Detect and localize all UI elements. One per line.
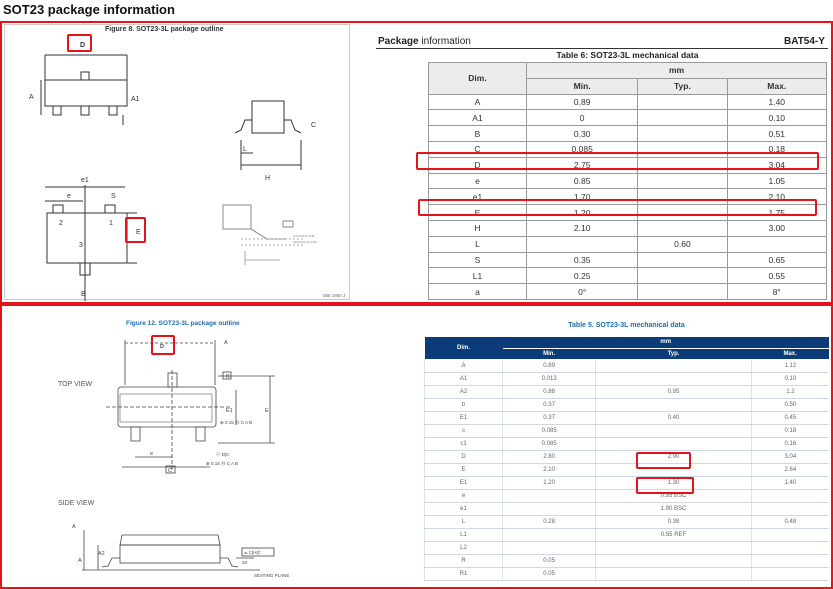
top-dim-label-S: S xyxy=(111,193,116,200)
dim-cell: L xyxy=(429,236,527,252)
table-row xyxy=(425,502,830,515)
dim-cell: e xyxy=(429,173,527,189)
min-cell: 0 xyxy=(527,110,638,126)
max-cell: 0.16 xyxy=(751,437,829,450)
typ-cell xyxy=(638,110,727,126)
max-cell xyxy=(751,554,829,567)
typ-cell xyxy=(596,567,751,580)
typ-cell: 0.95 xyxy=(596,385,751,398)
table-row xyxy=(429,236,827,252)
top-dim-label-B: B xyxy=(81,291,86,298)
table-row xyxy=(429,284,827,300)
typ-cell xyxy=(596,554,751,567)
table-row xyxy=(425,424,830,437)
top-header-right: BAT54-Y xyxy=(784,36,825,47)
bottom-col-dim: Dim. xyxy=(425,337,503,359)
top-table-caption: Table 6: SOT23-3L mechanical data xyxy=(556,50,699,60)
min-cell: 2.80 xyxy=(503,450,596,463)
typ-cell xyxy=(596,359,751,372)
max-cell: 3.00 xyxy=(727,220,826,236)
max-cell: 0.50 xyxy=(751,398,829,411)
typ-cell xyxy=(638,252,727,268)
min-cell: 2.75 xyxy=(527,157,638,173)
top-dim-label-A1: A1 xyxy=(131,96,140,103)
max-cell: 0.10 xyxy=(727,110,826,126)
bottom-dim-A: A xyxy=(72,524,76,530)
min-cell: 2.10 xyxy=(527,220,638,236)
table-row xyxy=(425,450,830,463)
max-cell: 2.64 xyxy=(751,463,829,476)
table-row xyxy=(429,220,827,236)
max-cell xyxy=(751,528,829,541)
max-cell: 0.55 xyxy=(727,268,826,284)
top-dim-label-E: E xyxy=(136,229,141,236)
top-highlight-row-E xyxy=(418,199,817,216)
bottom-fcf-1: ⊕ 0.15 Ⓜ C A B xyxy=(220,420,253,425)
dim-cell: B xyxy=(429,126,527,142)
typ-cell: 0.38 xyxy=(596,515,751,528)
typ-cell xyxy=(638,284,727,300)
bottom-dim-A2: A2 xyxy=(98,551,105,557)
typ-cell: 1.30 xyxy=(596,476,751,489)
bottom-datum-A-top: A xyxy=(224,340,228,346)
min-cell: 2.10 xyxy=(503,463,596,476)
table-row xyxy=(425,541,830,554)
top-dim-label-D: D xyxy=(80,42,86,49)
table-row xyxy=(425,528,830,541)
dim-cell: L1 xyxy=(429,268,527,284)
dim-cell: C xyxy=(429,141,527,157)
sot23-outline-drawing-bottom xyxy=(40,330,360,585)
max-cell: 1.2 xyxy=(751,385,829,398)
max-cell: 0.10 xyxy=(751,372,829,385)
typ-cell: 0.60 xyxy=(638,236,727,252)
max-cell xyxy=(751,567,829,580)
top-col-min: Min. xyxy=(527,78,638,94)
dim-cell: E xyxy=(429,205,527,221)
max-cell: 1.12 xyxy=(751,359,829,372)
min-cell: 0.085 xyxy=(527,141,638,157)
top-figure-code: 065 1950 J xyxy=(323,293,346,298)
top-gauge-plane-label: GAUGE PLANE xyxy=(293,234,315,238)
bottom-datum-B: B xyxy=(226,374,230,380)
max-cell: 0.45 xyxy=(751,411,829,424)
min-cell xyxy=(503,502,596,515)
bottom-dim-D: D xyxy=(160,344,164,350)
dim-cell: D xyxy=(425,450,503,463)
max-cell: 0.18 xyxy=(727,141,826,157)
top-pin-2: 2 xyxy=(59,220,63,227)
table-row xyxy=(425,567,830,580)
bottom-sx: 3X xyxy=(242,560,248,565)
table-row xyxy=(429,94,827,110)
table-row xyxy=(425,437,830,450)
dim-cell: A2 xyxy=(425,385,503,398)
max-cell: 3.04 xyxy=(727,157,826,173)
bottom-ddc: ⓞ D|C xyxy=(216,452,230,457)
dim-cell: e1 xyxy=(429,189,527,205)
dim-cell: E1 xyxy=(425,476,503,489)
table-row xyxy=(425,554,830,567)
dim-cell: L xyxy=(425,515,503,528)
min-cell: 0.88 xyxy=(503,385,596,398)
max-cell: 1.75 xyxy=(727,205,826,221)
typ-cell xyxy=(638,268,727,284)
top-mechanical-table xyxy=(428,62,827,300)
typ-cell: 0.55 REF xyxy=(596,528,751,541)
top-seating-plane-label: SEATING PLANE xyxy=(293,240,317,244)
max-cell: 2.10 xyxy=(727,189,826,205)
top-header-rule xyxy=(376,48,828,49)
page-title: SOT23 package information xyxy=(3,2,175,17)
top-pin-1: 1 xyxy=(109,220,113,227)
min-cell: 1.70 xyxy=(527,189,638,205)
max-cell: 0.65 xyxy=(727,252,826,268)
min-cell: 1.20 xyxy=(527,205,638,221)
bottom-dim-e: e xyxy=(150,451,154,457)
typ-cell xyxy=(596,372,751,385)
typ-cell: 0.95 BSC xyxy=(596,489,751,502)
typ-cell: 2.90 xyxy=(596,450,751,463)
top-highlight-D-label xyxy=(67,34,92,52)
top-pin-3: 3 xyxy=(79,242,83,249)
dim-cell: A1 xyxy=(425,372,503,385)
max-cell: 1.40 xyxy=(751,476,829,489)
dim-cell: A xyxy=(425,359,503,372)
typ-cell xyxy=(596,437,751,450)
bottom-highlight-D-typ xyxy=(636,452,691,469)
dim-cell: a xyxy=(429,284,527,300)
min-cell: 0.89 xyxy=(503,359,596,372)
bottom-dim-E: E xyxy=(265,408,269,414)
top-header-left xyxy=(378,36,471,47)
sot23-outline-drawing-top xyxy=(5,25,351,301)
typ-cell xyxy=(638,173,727,189)
typ-cell xyxy=(638,220,727,236)
dim-cell: S xyxy=(429,252,527,268)
bottom-mechanical-table xyxy=(424,337,829,581)
top-figure-panel xyxy=(4,24,350,300)
table-row xyxy=(429,110,827,126)
max-cell: 1.05 xyxy=(727,173,826,189)
bottom-seating-plane: SEATING PLANE xyxy=(254,573,290,578)
min-cell: 1.20 xyxy=(503,476,596,489)
min-cell: 0.25 xyxy=(527,268,638,284)
bottom-dim-E1: E1 xyxy=(226,408,233,414)
typ-cell xyxy=(596,424,751,437)
max-cell xyxy=(751,502,829,515)
top-dim-label-e1: e1 xyxy=(81,177,89,184)
typ-cell xyxy=(638,94,727,110)
bottom-table-caption: Table 5. SOT23-3L mechanical data xyxy=(568,322,685,329)
top-header-left-bold: Package xyxy=(378,36,419,47)
bottom-col-max: Max. xyxy=(751,348,829,359)
min-cell: 0° xyxy=(527,284,638,300)
typ-cell: 0.40 xyxy=(596,411,751,424)
dim-cell: c xyxy=(425,424,503,437)
table-row xyxy=(429,126,827,142)
table-row xyxy=(425,489,830,502)
table-row xyxy=(425,476,830,489)
top-dim-label-C: C xyxy=(311,122,317,129)
dim-cell: L2 xyxy=(425,541,503,554)
max-cell: 0.18 xyxy=(751,424,829,437)
table-row xyxy=(425,385,830,398)
dim-cell: E xyxy=(425,463,503,476)
max-cell xyxy=(751,489,829,502)
bottom-datum-C: C xyxy=(168,468,172,474)
dim-cell: D xyxy=(429,157,527,173)
table-row xyxy=(425,411,830,424)
top-view-label: TOP VIEW xyxy=(58,381,92,388)
table-row xyxy=(425,398,830,411)
max-cell: 8° xyxy=(727,284,826,300)
table-row xyxy=(429,252,827,268)
min-cell: 0.37 xyxy=(503,398,596,411)
min-cell: 0.30 xyxy=(527,126,638,142)
min-cell: 0.85 xyxy=(527,173,638,189)
table-row xyxy=(425,463,830,476)
min-cell: 0.37 xyxy=(503,411,596,424)
bottom-figure-caption: Figure 12. SOT23-3L package outline xyxy=(126,320,240,327)
typ-cell: 1.90 BSC xyxy=(596,502,751,515)
min-cell: 0.05 xyxy=(503,554,596,567)
max-cell: 1.40 xyxy=(727,94,826,110)
table-row xyxy=(425,372,830,385)
typ-cell xyxy=(596,541,751,554)
dim-cell: e xyxy=(425,489,503,502)
table-row xyxy=(429,268,827,284)
dim-cell: A1 xyxy=(429,110,527,126)
min-cell xyxy=(527,236,638,252)
top-dim-label-e: e xyxy=(67,193,71,200)
top-dim-label-A: A xyxy=(29,94,34,101)
min-cell: 0.013 xyxy=(503,372,596,385)
table-row xyxy=(429,173,827,189)
bottom-fcf-2: ⊕ 0.15 Ⓜ C A B xyxy=(206,461,239,466)
max-cell: 3.04 xyxy=(751,450,829,463)
top-table-body xyxy=(429,94,827,299)
max-cell: 0.51 xyxy=(727,126,826,142)
min-cell: 0.89 xyxy=(527,94,638,110)
top-col-group: mm xyxy=(527,63,827,79)
dim-cell: L1 xyxy=(425,528,503,541)
top-col-dim: Dim. xyxy=(429,63,527,95)
max-cell: 0.48 xyxy=(751,515,829,528)
dim-cell: e1 xyxy=(425,502,503,515)
min-cell: 0.085 xyxy=(503,437,596,450)
bottom-ccc: ⌓ C|H|C xyxy=(244,550,261,555)
top-figure-caption: Figure 8. SOT23-3L package outline xyxy=(105,26,224,33)
top-header-left-rest: information xyxy=(418,36,471,47)
dim-cell: R1 xyxy=(425,567,503,580)
bottom-table-body xyxy=(425,359,830,580)
bottom-col-typ: Typ. xyxy=(596,348,751,359)
dim-cell: R xyxy=(425,554,503,567)
top-dim-label-L: L xyxy=(243,146,247,153)
table-row xyxy=(425,359,830,372)
min-cell: 0.28 xyxy=(503,515,596,528)
table-row xyxy=(425,515,830,528)
max-cell xyxy=(751,541,829,554)
top-highlight-E-label xyxy=(125,217,146,243)
side-view-label: SIDE VIEW xyxy=(58,500,95,507)
bottom-col-min: Min. xyxy=(503,348,596,359)
bottom-dim-A-side: A xyxy=(78,558,82,564)
bottom-col-group: mm xyxy=(503,337,830,348)
min-cell xyxy=(503,528,596,541)
dim-cell: b xyxy=(425,398,503,411)
top-col-typ: Typ. xyxy=(638,78,727,94)
min-cell: 0.35 xyxy=(527,252,638,268)
min-cell: 0.05 xyxy=(503,567,596,580)
min-cell xyxy=(503,541,596,554)
dim-cell: c1 xyxy=(425,437,503,450)
min-cell: 0.085 xyxy=(503,424,596,437)
top-col-max: Max. xyxy=(727,78,826,94)
top-highlight-row-D xyxy=(416,152,819,170)
dim-cell: H xyxy=(429,220,527,236)
dim-cell: A xyxy=(429,94,527,110)
typ-cell xyxy=(596,398,751,411)
bottom-highlight-E1-typ xyxy=(636,477,694,494)
top-dim-label-H: H xyxy=(265,175,271,182)
dim-cell: E1 xyxy=(425,411,503,424)
min-cell xyxy=(503,489,596,502)
bottom-highlight-D-label xyxy=(151,335,175,355)
max-cell xyxy=(727,236,826,252)
typ-cell xyxy=(638,126,727,142)
